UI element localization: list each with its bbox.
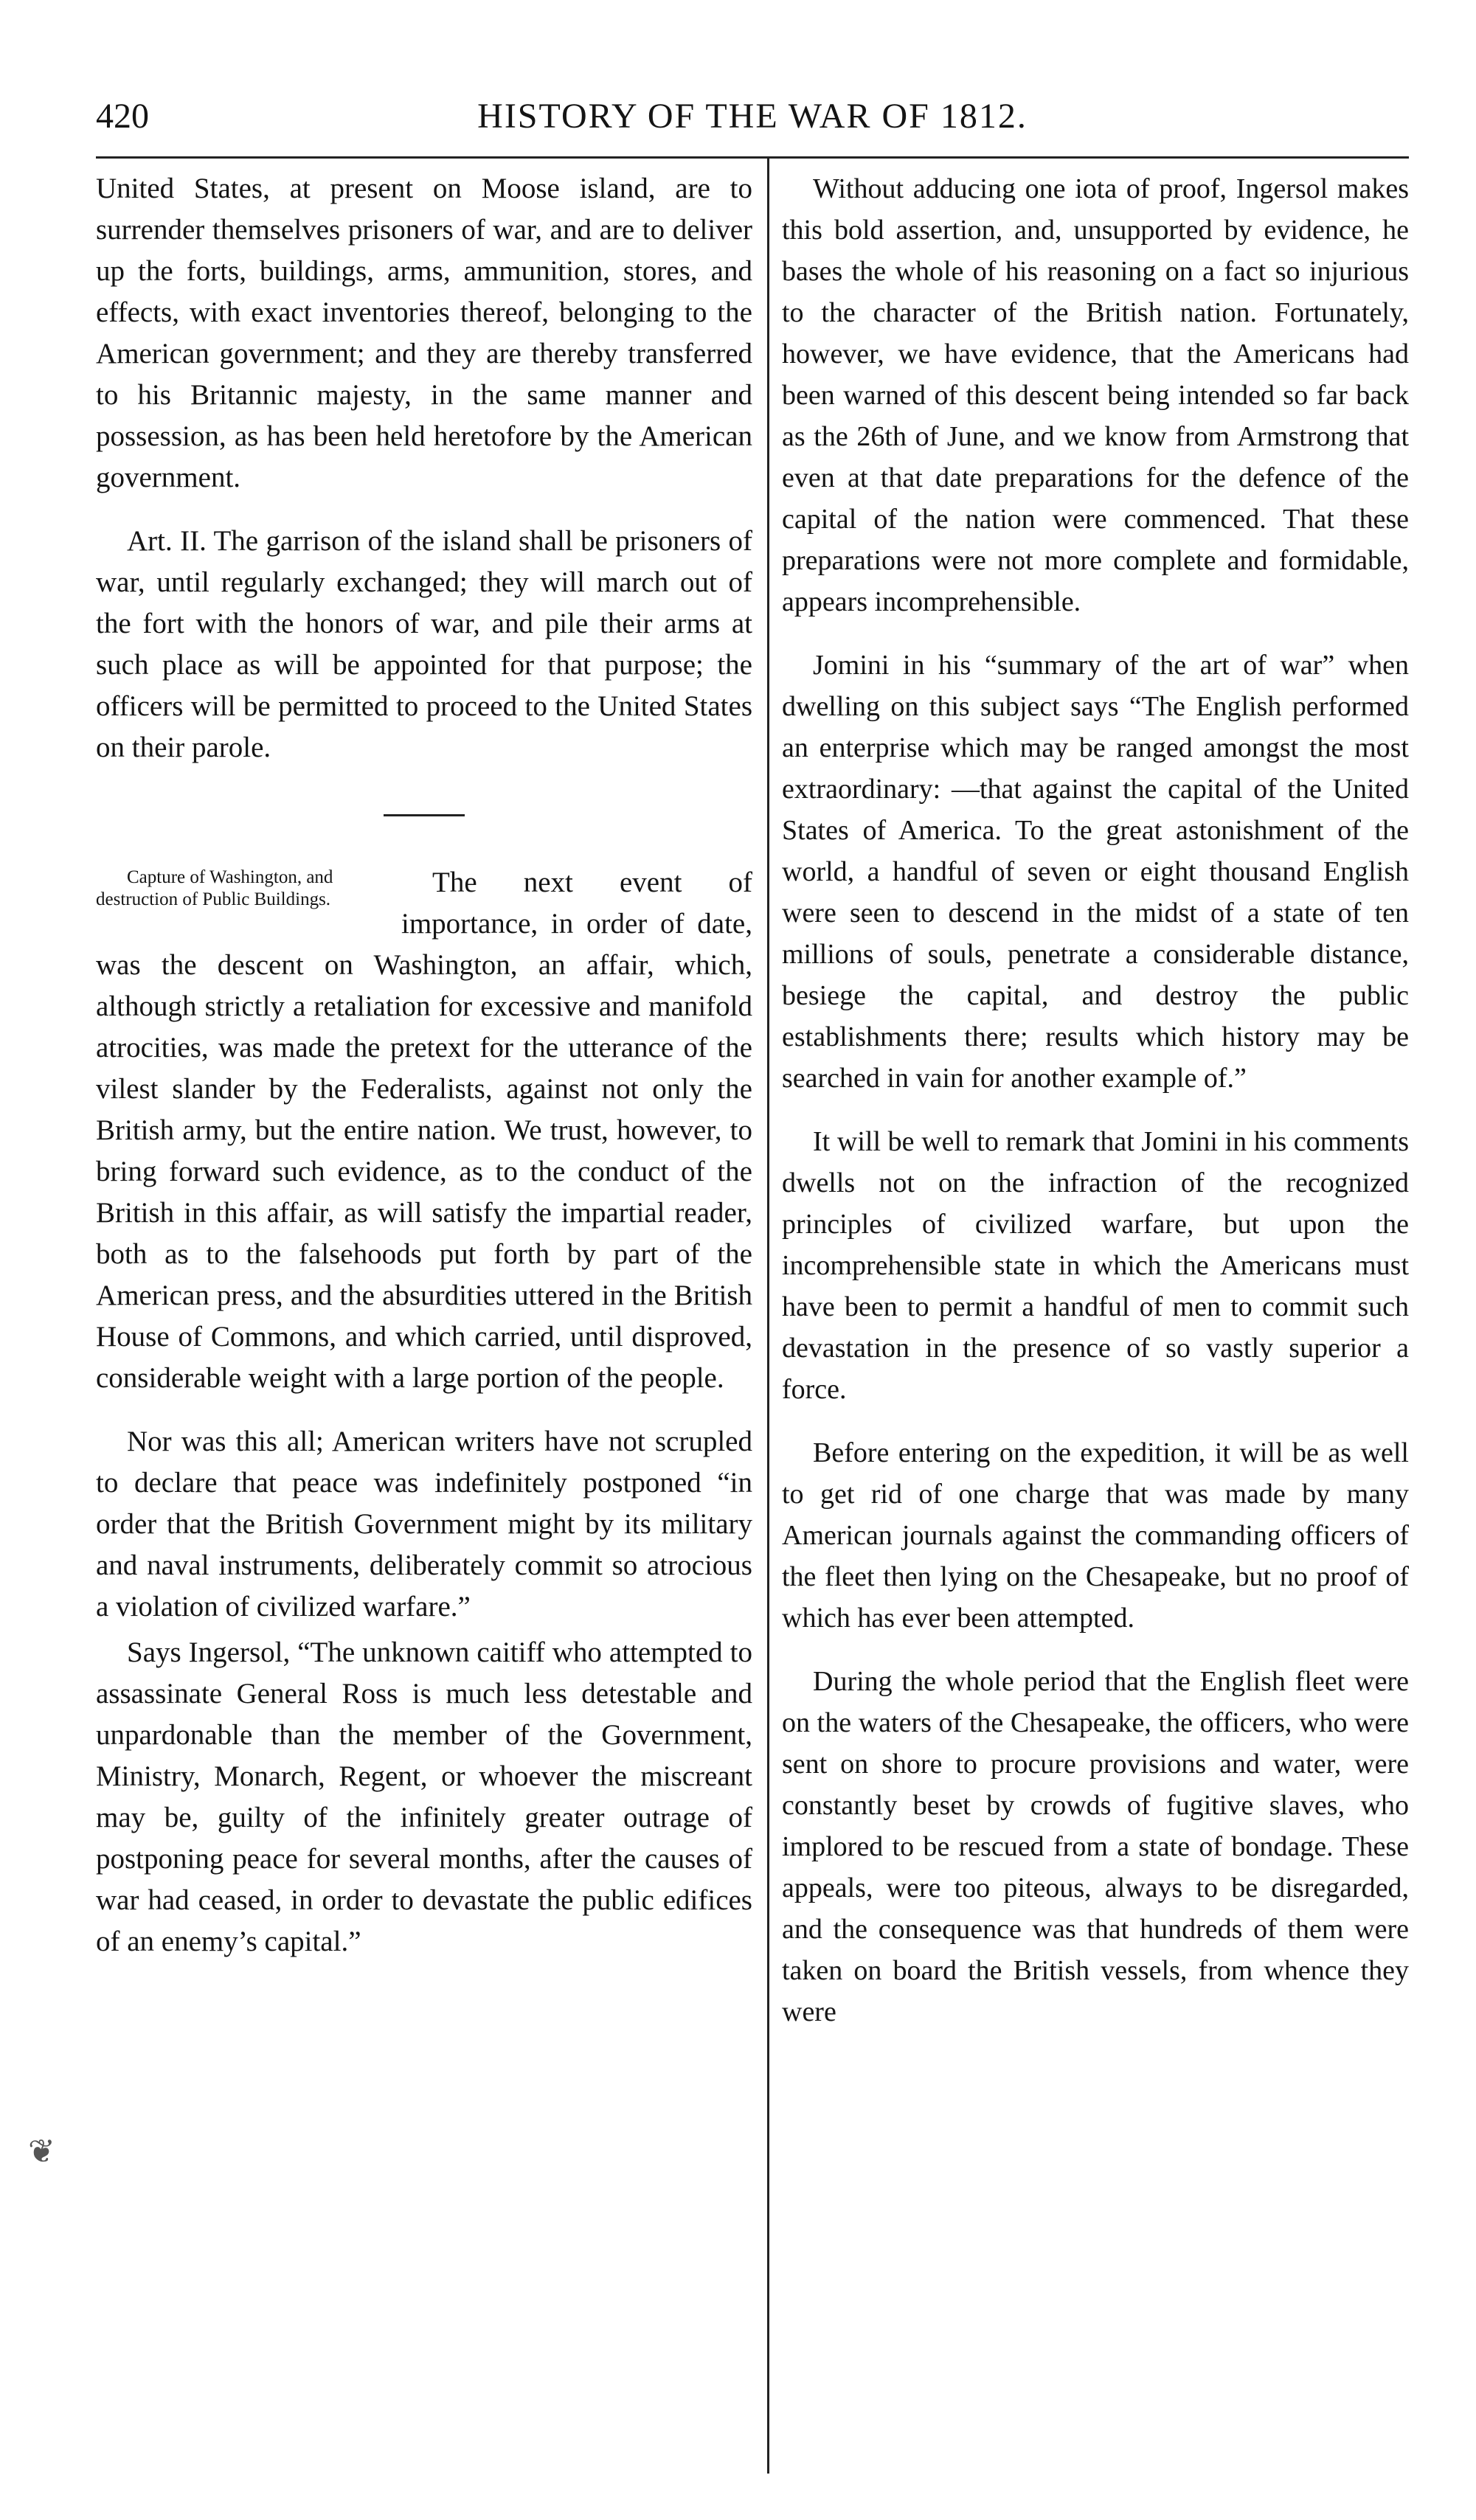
paragraph-jomini-quote: Jomini in his “summary of the art of war” when dwelling on this subject says “The English performed an enterprise which may be ranged amongst the most extraordinary: —that against the capital of the United States of America. To the great astonishment of the world, a handful of seven or eight thousand English were seen to descend in the midst of a state of ten millions of souls, penetrate a considerable distance, besiege the capital, and destroy the public establishments there; results which history may be searched in vain for another example of.” — [782, 650, 1409, 1094]
paragraph-descent-on-washington — [96, 862, 752, 1399]
paragraph-jomini-remark: It will be well to remark that Jomini in his comments dwells not on the infraction of the recognized principles of civilized warfare, but upon the incomprehensible state in which the Americans must have been to permit a handful of men to commit such devastation in the presence of so vastly superior a force. — [782, 1126, 1409, 1405]
margin-note: Capture of Washington, and destruction of Public Buildings. — [96, 867, 333, 909]
paragraph-fugitive-slaves: During the whole period that the English fleet were on the waters of the Chesapeake, the officers, who were sent on shore to procure provisions and water, were constantly beset by crowds of fugitive slaves, who implored to be rescued from a state of bondage. These appeals, were too piteous, always to be disregarded, and the consequence was that hundreds of them were taken on board the British vessels, from whence they were — [782, 1666, 1409, 2027]
page-header — [96, 87, 1409, 146]
paragraph-article-ii: Art. II. The garrison of the island shall be prisoners of war, until regularly exchanged; they will march out of the fort with the honors of war, and pile their arms at such place as will be appointed for that purpose; the officers will be permitted to proceed to the United States on their parole. — [96, 525, 752, 763]
running-title: HISTORY OF THE WAR OF 1812. — [477, 97, 1028, 136]
column-divider — [767, 158, 769, 2474]
printer-flower-ornament-icon: ❦ — [28, 2134, 55, 2170]
right-column — [782, 168, 1409, 2055]
paragraph-peace-postponed: Nor was this all; American writers have not scrupled to declare that peace was indefinitely postponed “in order that the British Government might by its military and naval instruments, deliberately commit so atrocious a violation of civilized warfare.” — [96, 1426, 752, 1622]
paragraph-text: The next event of importance, in order of date, was the descent on Washington, an affair, which, although strictly a retaliation for excessive and manifold atrocities, was made the pretext for the utterance of the vilest slander by the Federalists, against not only the British army, but the entire nation. We trust, however, to bring forward such evidence, as to the conduct of the British in this affair, as will satisfy the impartial reader, both as to the falsehoods put forth by part of the American press, and the absurdities uttered in the British House of Commons, and which carried, until disproved, considerable weight with a large portion of the people. — [96, 867, 752, 1394]
paragraph-chesapeake-charge: Before entering on the expedition, it will be as well to get rid of one charge that was made by many American journals against the commanding officers of the fleet then lying on the Chesapeake, but no proof of which has ever been attempted. — [782, 1437, 1409, 1634]
header-rule — [96, 156, 1409, 159]
left-column — [96, 168, 752, 1985]
paragraph-surrender-terms: United States, at present on Moose island, are to surrender themselves prisoners of war, and are to deliver up the forts, buildings, arms, ammunition, stores, and effects, with exact inventories thereof, belonging to the American government; and they are thereby transferred to his Britannic majesty, in the same manner and possession, as has been held heretofore by the American government. — [96, 173, 752, 493]
section-divider — [384, 814, 465, 816]
page-number: 420 — [96, 97, 149, 136]
paragraph-ingersol-assertion: Without adducing one iota of proof, Ingersol makes this bold assertion, and, unsupported by evidence, he bases the whole of his reasoning on a fact so injurious to the character of the British nation. Fortunately, however, we have evidence, that the Americans had been warned of this descent being intended so far back as the 26th of June, and we know from Armstrong that even at that date preparations for the defence of the capital of the nation were commenced. That these preparations were not more complete and formidable, appears incomprehensible. — [782, 173, 1409, 617]
paragraph-ingersol-quote: Says Ingersol, “The unknown caitiff who attempted to assassinate General Ross is much less detestable and unpardonable than the member of the Government, Ministry, Monarch, Regent, or whoever the miscreant may be, guilty of the infinitely greater outrage of postponing peace for several months, after the causes of war had ceased, in order to devastate the public edifices of an enemy’s capital.” — [96, 1636, 752, 1957]
